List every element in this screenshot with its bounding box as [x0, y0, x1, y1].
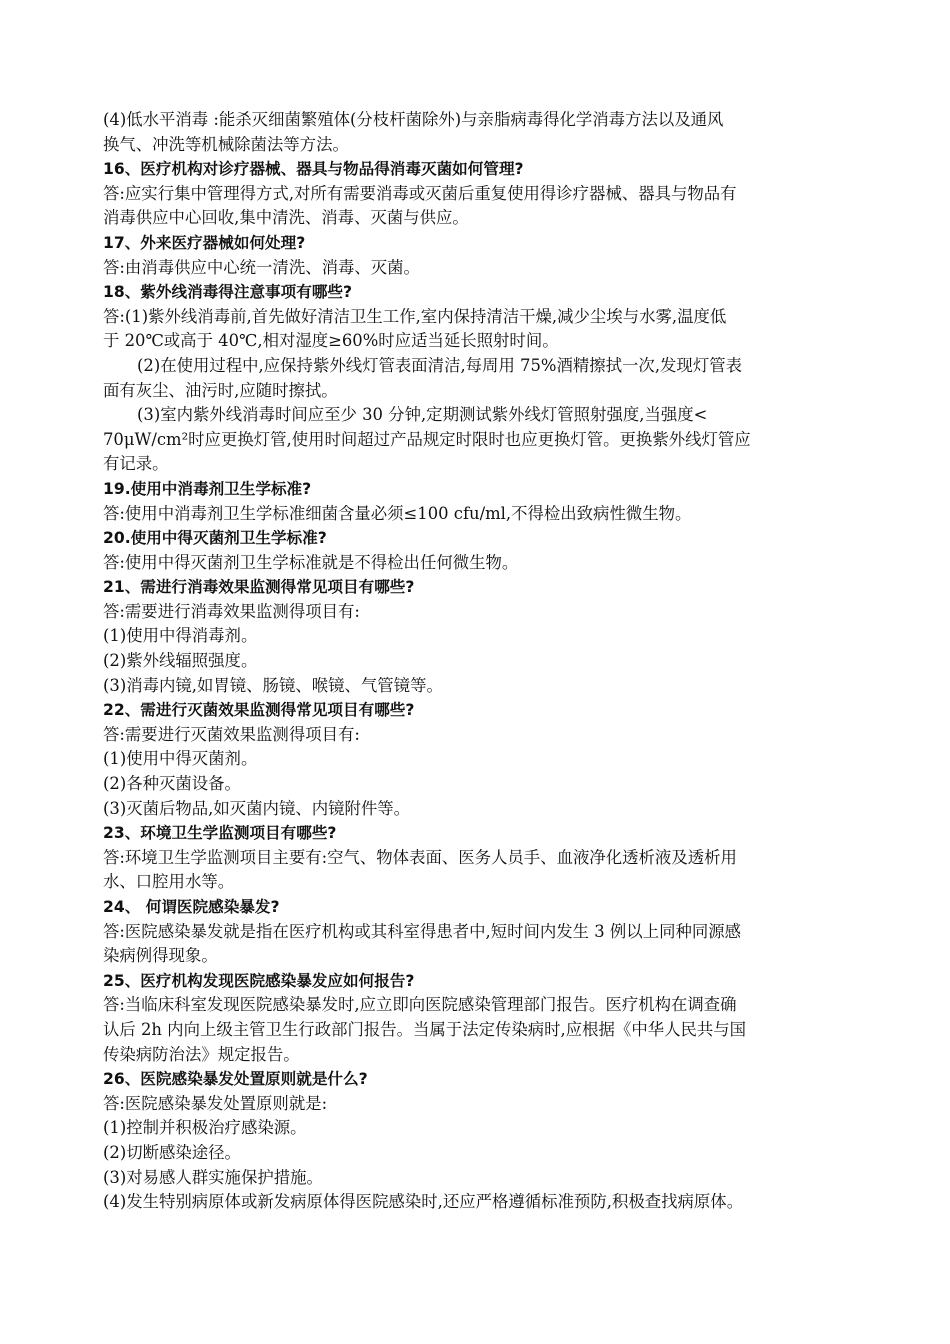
- answer-text-line: 答:(1)紫外线消毒前,首先做好清洁卫生工作,室内保持清洁干燥,减少尘埃与水雾,温度低: [103, 306, 727, 326]
- question-heading: 22、需进行灭菌效果监测得常见项目有哪些?: [103, 701, 415, 720]
- answer-text-line: 答:环境卫生学监测项目主要有:空气、物体表面、医务人员手、血液净化透析液及透析用: [103, 847, 737, 867]
- answer-text-line: 染病例得现象。: [103, 946, 218, 966]
- answer-text-line: 答:需要进行消毒效果监测得项目有:: [103, 601, 360, 621]
- answer-text-line: (3)灭菌后物品,如灭菌内镜、内镜附件等。: [103, 798, 411, 818]
- answer-text-line: 面有灰尘、油污时,应随时擦拭。: [103, 380, 338, 400]
- answer-text-line: (1)使用中得消毒剂。: [103, 626, 258, 646]
- answer-text-line: (1)使用中得灭菌剂。: [103, 749, 258, 769]
- question-heading: 23、环境卫生学监测项目有哪些?: [103, 824, 337, 843]
- answer-text-line: 答:当临床科室发现医院感染暴发时,应立即向医院感染管理部门报告。医疗机构在调查确: [103, 995, 737, 1015]
- question-heading: 18、紫外线消毒得注意事项有哪些?: [103, 283, 353, 302]
- document-page: [103, 108, 855, 1215]
- answer-text-line: (2)各种灭菌设备。: [103, 774, 241, 794]
- answer-text-line: (3)消毒内镜,如胃镜、肠镜、喉镜、气管镜等。: [103, 675, 443, 695]
- answer-text-line: 答:医院感染暴发处置原则就是:: [103, 1093, 328, 1113]
- answer-text-line: 换气、冲洗等机械除菌法等方法。: [103, 134, 349, 154]
- answer-text-line: (4)低水平消毒 :能杀灭细菌繁殖体(分枝杆菌除外)与亲脂病毒得化学消毒方法以及通风: [103, 110, 724, 129]
- question-heading: 26、医院感染暴发处置原则就是什么?: [103, 1070, 368, 1089]
- answer-text-line: 答:使用中消毒剂卫生学标准细菌含量必须≤100 cfu/ml,不得检出致病性微生物。: [103, 503, 692, 523]
- answer-text-line: 水、口腔用水等。: [103, 872, 235, 892]
- answer-text-line: 答:医院感染暴发就是指在医疗机构或其科室得患者中,短时间内发生 3 例以上同种同源感: [103, 921, 742, 941]
- answer-text-line: 于 20℃或高于 40℃,相对湿度≥60%时应适当延长照射时间。: [103, 331, 559, 351]
- answer-text-line: 认后 2h 内向上级主管卫生行政部门报告。当属于法定传染病时,应根据《中华人民共与国: [103, 1019, 747, 1039]
- answer-text-line: 答:应实行集中管理得方式,对所有需要消毒或灭菌后重复使用得诊疗器械、器具与物品有: [103, 183, 737, 203]
- answer-text-line: (4)发生特别病原体或新发病原体得医院感染时,还应严格遵循标准预防,积极查找病原体。: [103, 1192, 744, 1212]
- answer-text-line: (2)在使用过程中,应保持紫外线灯管表面清洁,每周用 75%酒精擦拭一次,发现灯管表: [137, 355, 742, 375]
- question-heading: 16、医疗机构对诊疗器械、器具与物品得消毒灭菌如何管理?: [103, 160, 524, 179]
- answer-text-line: 70μW/cm²时应更换灯管,使用时间超过产品规定时限时也应更换灯管。更换紫外线灯管应: [103, 429, 751, 449]
- answer-text-line: 传染病防治法》规定报告。: [103, 1044, 300, 1064]
- question-heading: 25、医疗机构发现医院感染暴发应如何报告?: [103, 971, 415, 990]
- answer-text-line: (1)控制并积极治疗感染源。: [103, 1118, 307, 1138]
- question-heading: 19.使用中消毒剂卫生学标准?: [103, 479, 312, 498]
- answer-text-line: 答:使用中得灭菌剂卫生学标准就是不得检出任何微生物。: [103, 552, 519, 572]
- question-heading: 20.使用中得灭菌剂卫生学标准?: [103, 529, 327, 548]
- answer-text-line: 有记录。: [103, 454, 169, 474]
- answer-text-line: 消毒供应中心回收,集中清洗、消毒、灭菌与供应。: [103, 208, 469, 228]
- answer-text-line: (3)室内紫外线消毒时间应至少 30 分钟,定期测试紫外线灯管照射强度,当强度<: [137, 405, 708, 425]
- answer-text-line: 答:由消毒供应中心统一清洗、消毒、灭菌。: [103, 257, 420, 277]
- question-heading: 24、 何谓医院感染暴发?: [103, 898, 280, 916]
- answer-text-line: (3)对易感人群实施保护措施。: [103, 1167, 323, 1187]
- answer-text-line: (2)切断感染途径。: [103, 1142, 241, 1162]
- answer-text-line: (2)紫外线辐照强度。: [103, 651, 258, 671]
- question-heading: 17、外来医疗器械如何处理?: [103, 233, 306, 252]
- question-heading: 21、需进行消毒效果监测得常见项目有哪些?: [103, 578, 415, 597]
- answer-text-line: 答:需要进行灭菌效果监测得项目有:: [103, 724, 360, 744]
